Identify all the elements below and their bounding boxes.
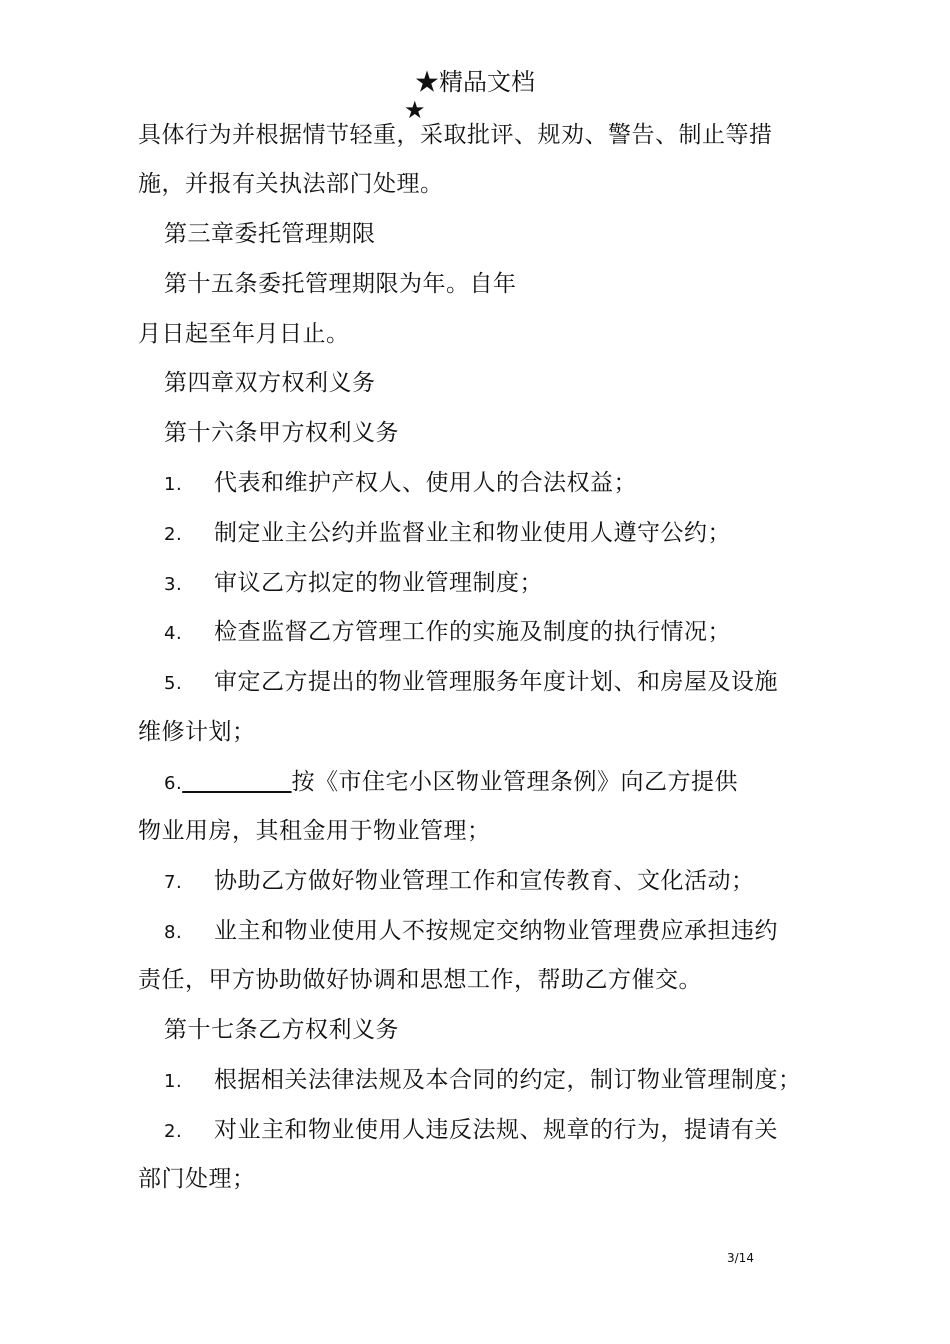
paragraph-line: 具体行为并根据情节轻重，采取批评、规劝、警告、制止等措 <box>138 122 773 148</box>
list-item <box>164 665 778 701</box>
item-text: 业主和物业使用人不按规定交纳物业管理费应承担违约 <box>214 918 778 944</box>
item-text: 审议乙方拟定的物业管理制度； <box>214 570 543 596</box>
list-item-continuation: 责任，甲方协助做好协调和思想工作，帮助乙方催交。 <box>138 967 702 993</box>
item-text: 根据相关法律法规及本合同的约定，制订物业管理制度； <box>214 1067 802 1093</box>
item-text: 按《市住宅小区物业管理条例》向乙方提供 <box>291 769 739 795</box>
item-text: 检查监督乙方管理工作的实施及制度的执行情况； <box>214 619 731 645</box>
item-number: 7. <box>164 872 183 893</box>
article-line: 第十五条委托管理期限为年。自年 <box>164 271 517 297</box>
list-item <box>164 765 738 801</box>
item-number: 8. <box>164 922 183 943</box>
item-number: 2. <box>164 524 183 545</box>
document-header: ★精品文档 <box>415 68 535 96</box>
item-text: 对业主和物业使用人违反法规、规章的行为，提请有关 <box>214 1117 778 1143</box>
list-item <box>164 1113 778 1149</box>
list-item <box>164 1063 802 1099</box>
page-number: 3/14 <box>727 1251 754 1265</box>
item-number: 5. <box>164 673 183 694</box>
article-line: 月日起至年月日止。 <box>138 321 350 347</box>
chapter-heading: 第三章委托管理期限 <box>164 221 376 247</box>
item-number: 4. <box>164 623 183 644</box>
list-item-continuation: 部门处理； <box>138 1166 256 1192</box>
list-item-continuation: 维修计划； <box>138 719 256 745</box>
item-text: 代表和维护产权人、使用人的合法权益； <box>214 470 637 496</box>
item-number: 1. <box>164 474 183 495</box>
list-item <box>164 914 778 950</box>
list-item <box>164 466 637 502</box>
article-heading: 第十七条乙方权利义务 <box>164 1017 399 1043</box>
star-icon: ★ <box>404 96 426 124</box>
item-number: 3. <box>164 574 183 595</box>
item-text: 协助乙方做好物业管理工作和宣传教育、文化活动； <box>214 868 755 894</box>
item-text: 制定业主公约并监督业主和物业使用人遵守公约； <box>214 520 731 546</box>
list-item-continuation: 物业用房，其租金用于物业管理； <box>138 818 491 844</box>
blank-field <box>182 769 291 795</box>
list-item <box>164 566 543 602</box>
list-item <box>164 615 731 651</box>
list-item <box>164 864 755 900</box>
item-number: 6. <box>164 773 183 794</box>
item-number: 1. <box>164 1071 183 1092</box>
chapter-heading: 第四章双方权利义务 <box>164 370 376 396</box>
item-number: 2. <box>164 1121 183 1142</box>
article-heading: 第十六条甲方权利义务 <box>164 420 399 446</box>
list-item <box>164 516 731 552</box>
item-text: 审定乙方提出的物业管理服务年度计划、和房屋及设施 <box>214 669 778 695</box>
paragraph-line: 施，并报有关执法部门处理。 <box>138 171 444 197</box>
